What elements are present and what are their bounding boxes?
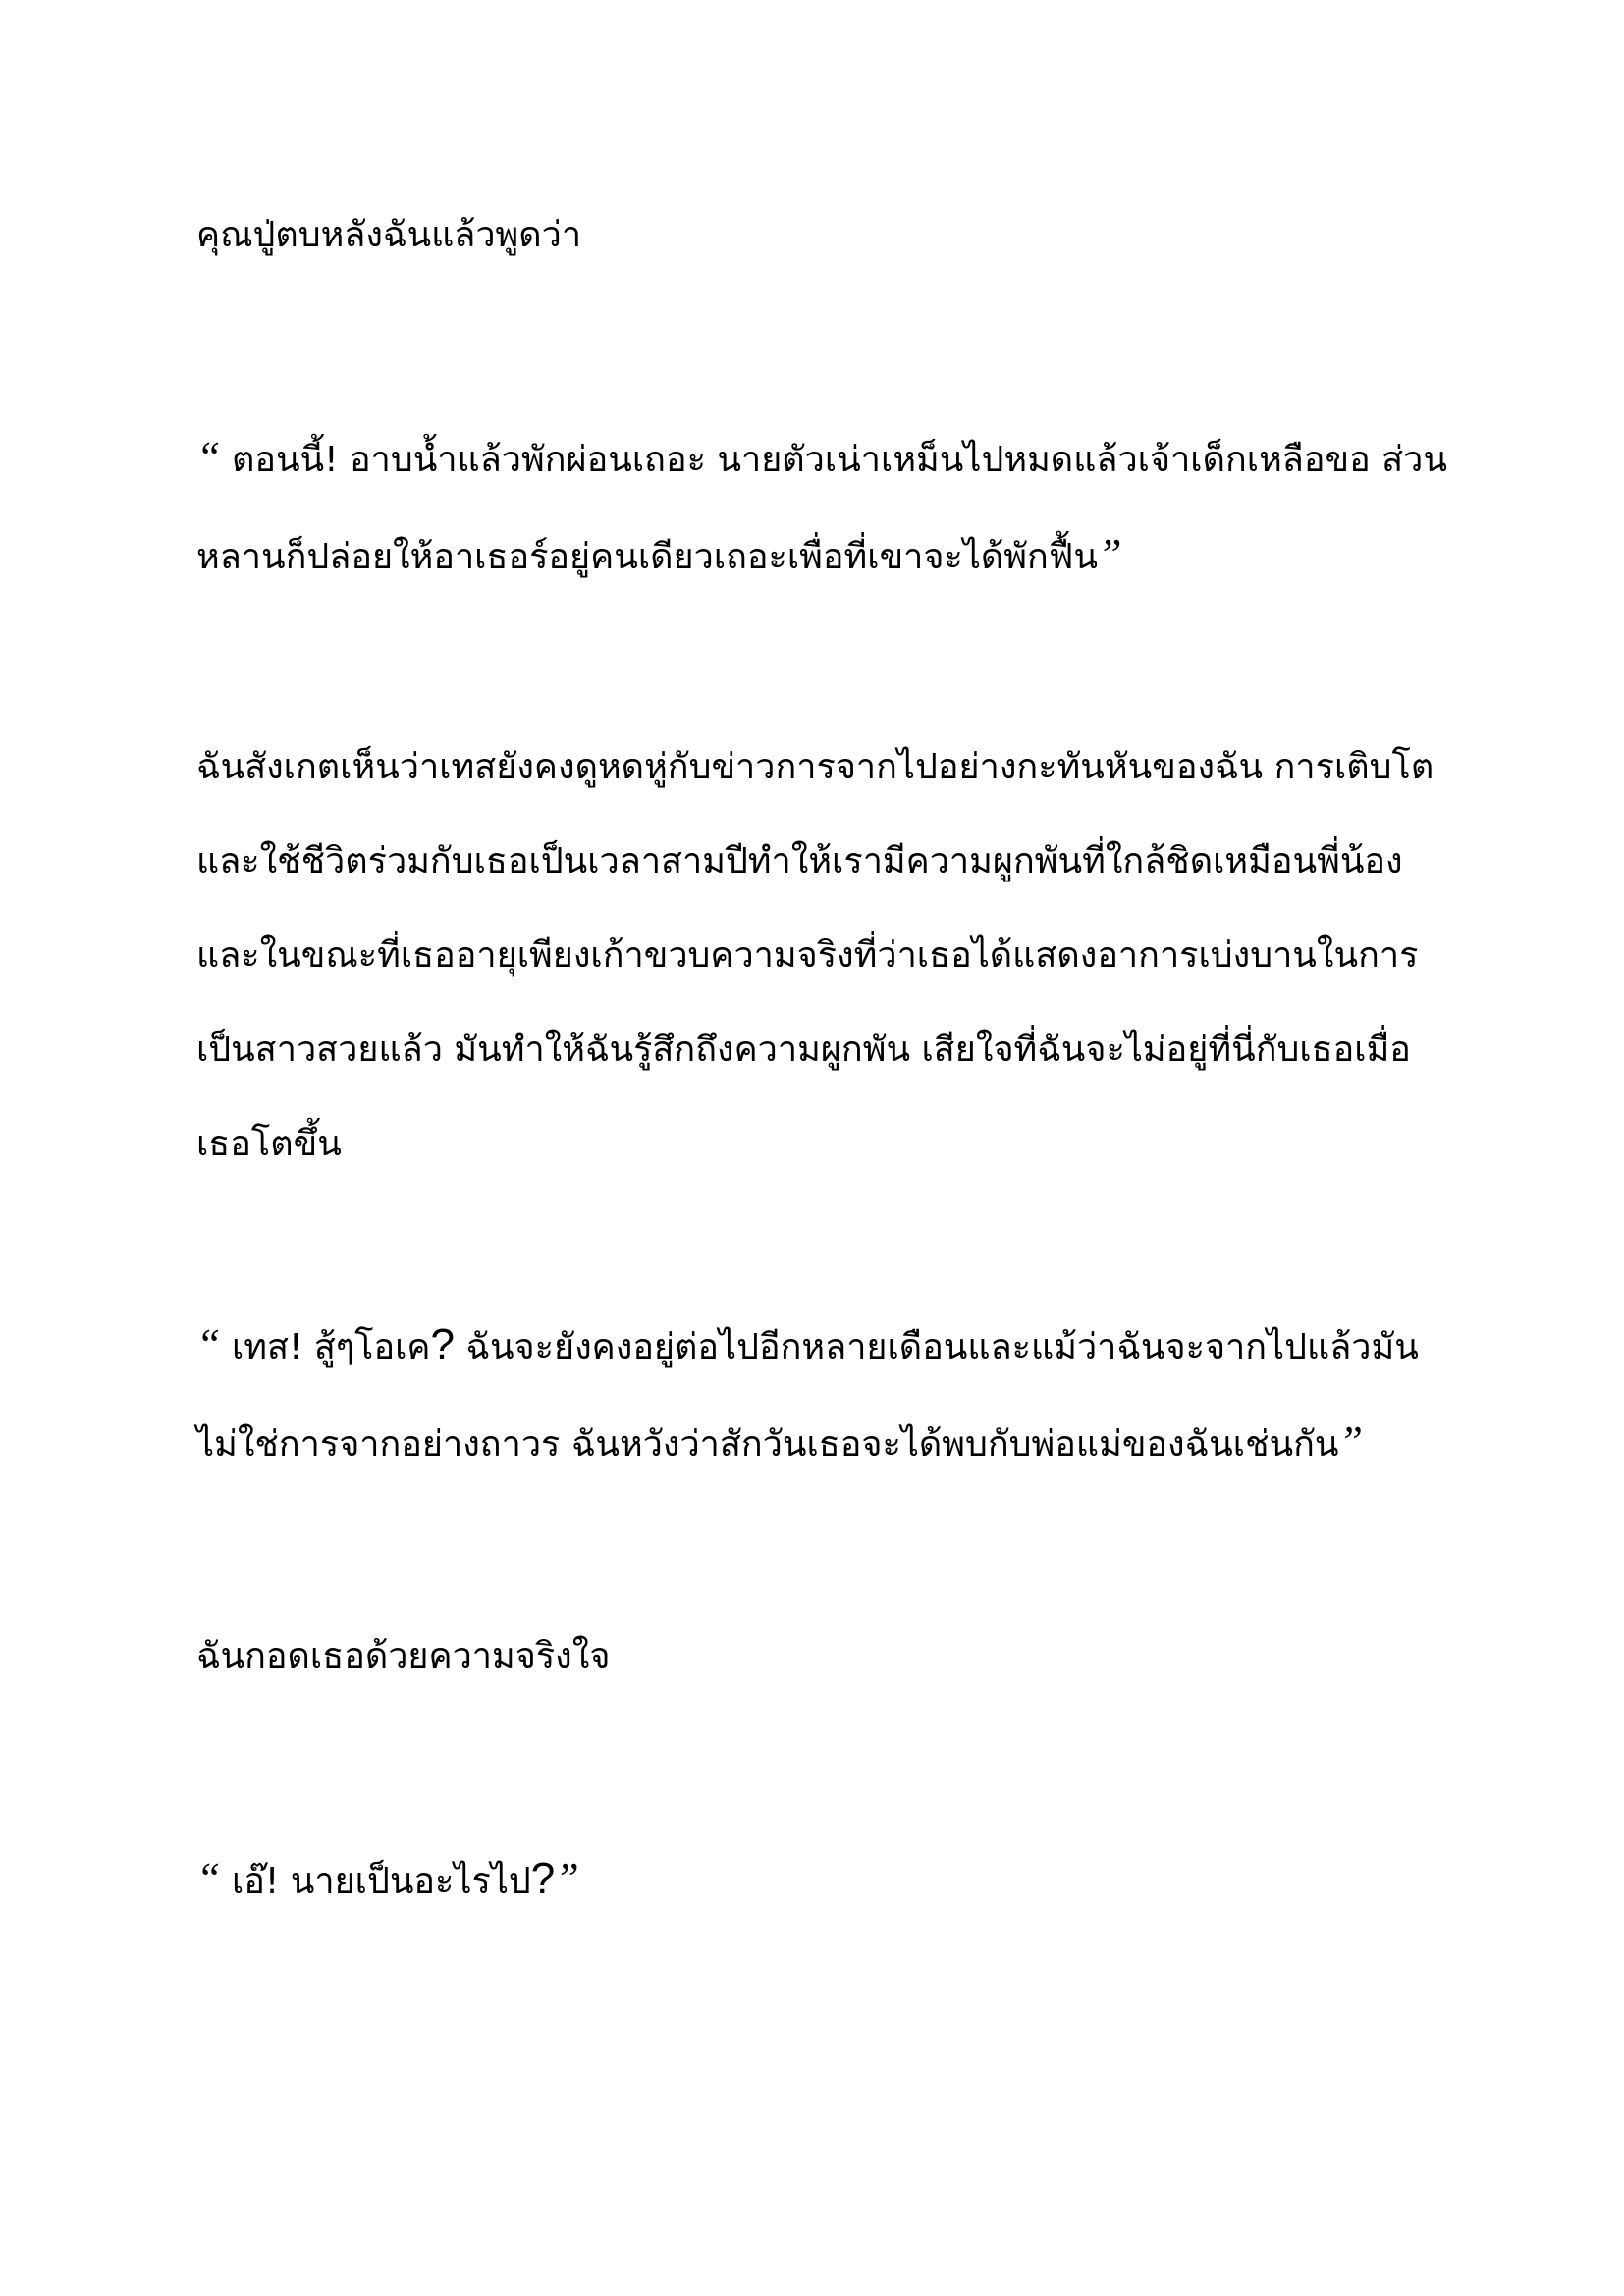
question-mark: ? bbox=[530, 1854, 556, 1902]
close-quote: ” bbox=[555, 1854, 579, 1902]
paragraph-1 bbox=[196, 188, 1443, 283]
paragraph-2-line-2 bbox=[196, 507, 1443, 605]
paragraph-4-line-1-text-a: เทส! สู้ๆโอเค bbox=[231, 1327, 431, 1367]
close-quote: ” bbox=[1338, 1417, 1363, 1466]
paragraph-4-line-1-text-b: ฉันจะยังคงอยู่ต่อไปอีกหลายเดือนและแม้ว่าฉันจะจากไปแล้วมัน bbox=[465, 1327, 1419, 1367]
paragraph-6-dialogue bbox=[196, 1832, 1443, 1929]
question-mark: ? bbox=[430, 1320, 455, 1368]
paragraph-3-line-5: เธอโตขึ้น bbox=[196, 1124, 342, 1164]
open-quote: “ bbox=[196, 1320, 221, 1368]
close-quote: ” bbox=[1097, 530, 1122, 578]
paragraph-3-line-3: และในขณะที่เธออายุเพียงเก้าขวบความจริงที่ว่าเธอได้แสดงอาการเบ่งบานในการ bbox=[196, 935, 1419, 976]
paragraph-4-line-2-text: ไม่ใช่การจากอย่างถาวร ฉันหวังว่าสักวันเธอจะได้พบกับพ่อแม่ของฉันเช่นกัน bbox=[196, 1424, 1339, 1465]
paragraph-6-line bbox=[196, 1832, 1443, 1929]
paragraph-3-line-2: และใช้ชีวิตร่วมกับเธอเป็นเวลาสามปีทำให้เรามีความผูกพันที่ใกล้ชิดเหมือนพี่น้อง bbox=[196, 841, 1403, 881]
paragraph-2-dialogue bbox=[196, 410, 1447, 605]
paragraph-3 bbox=[196, 721, 1443, 1192]
paragraph-6-text: เอ๊! นายเป็นอะไรไป bbox=[231, 1861, 531, 1901]
paragraph-3-line-4: เป็นสาวสวยแล้ว มันทำให้ฉันรู้สึกถึงความผูกพัน เสียใจที่ฉันจะไม่อยู่ที่นี่กับเธอเมื่อ bbox=[196, 1030, 1411, 1070]
paragraph-5 bbox=[196, 1610, 1443, 1704]
paragraph-4-dialogue bbox=[196, 1298, 1443, 1492]
paragraph-3-line-1: ฉันสังเกตเห็นว่าเทสยังคงดูหดหู่กับข่าวการจากไปอย่างกะทันหันของฉัน การเติบโต bbox=[196, 747, 1435, 787]
open-quote: “ bbox=[196, 433, 221, 481]
paragraph-4-line-2 bbox=[196, 1395, 1443, 1492]
paragraph-2-line-2-text: หลานก็ปล่อยให้อาเธอร์อยู่คนเดียวเถอะเพื่อที่เขาจะได้พักฟื้น bbox=[196, 537, 1098, 577]
paragraph-4-line-1 bbox=[196, 1298, 1443, 1395]
paragraph-2-line-1 bbox=[196, 410, 1447, 507]
paragraph-5-line: ฉันกอดเธอด้วยความจริงใจ bbox=[196, 1636, 611, 1677]
open-quote: “ bbox=[196, 1854, 221, 1902]
paragraph-1-line: คุณปู่ตบหลังฉันแล้วพูดว่า bbox=[196, 215, 582, 255]
paragraph-2-line-1-text: ตอนนี้! อาบน้ำแล้วพักผ่อนเถอะ นายตัวเน่าเหม็นไปหมดแล้วเจ้าเด็กเหลือขอ ส่วน bbox=[231, 440, 1447, 480]
